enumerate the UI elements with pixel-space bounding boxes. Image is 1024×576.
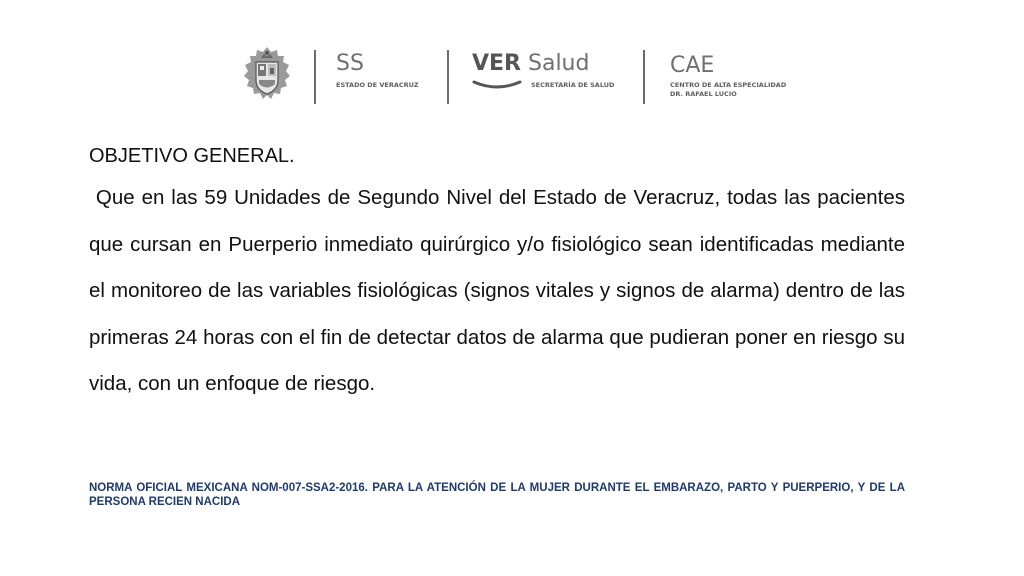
header-logos bbox=[236, 40, 806, 108]
logo-divider bbox=[643, 50, 645, 104]
logo-divider bbox=[314, 50, 316, 104]
footer-norma: NORMA OFICIAL MEXICANA NOM-007-SSA2-2016. PARA LA ATENCIÓN DE LA MUJER DURANTE EL EMBARAZO, PARTO Y PUERPERIO, Y DE LA PERSONA RECIEN NACIDA bbox=[89, 482, 905, 508]
salud-logo-text: Salud bbox=[528, 51, 590, 76]
veracruz-seal-icon bbox=[240, 44, 294, 104]
main-content bbox=[89, 143, 905, 408]
ss-logo-name: ESTADO DE VERACRUZ bbox=[336, 81, 419, 89]
ver-salud-logo bbox=[472, 52, 589, 76]
cae-logo-line1: CENTRO DE ALTA ESPECIALIDAD bbox=[670, 81, 787, 89]
ss-logo-abbr: SS bbox=[336, 51, 364, 76]
cae-logo-abbr: CAE bbox=[670, 53, 715, 78]
logo-divider bbox=[447, 50, 449, 104]
objective-paragraph bbox=[89, 175, 905, 408]
ver-salud-smile-icon bbox=[472, 80, 522, 90]
objective-text: Que en las 59 Unidades de Segundo Nivel del Estado de Veracruz, todas las pacientes que cursan en Puerperio inmediato quirúrgico y/o fisiológico sean identificadas mediante el monitoreo de las variables fisiológicas (signos vitales y signos de alarma) dentro de las primeras 24 horas con el fin de detectar datos de alarma que pudieran poner en riesgo su vida, con un enfoque de riesgo. bbox=[89, 186, 905, 395]
page-title: OBJETIVO GENERAL. bbox=[89, 145, 295, 167]
cae-logo-line2: DR. RAFAEL LUCIO bbox=[670, 90, 737, 98]
ver-salud-logo-name: SECRETARÍA DE SALUD bbox=[531, 81, 615, 89]
ver-logo-text: VER bbox=[472, 51, 521, 76]
